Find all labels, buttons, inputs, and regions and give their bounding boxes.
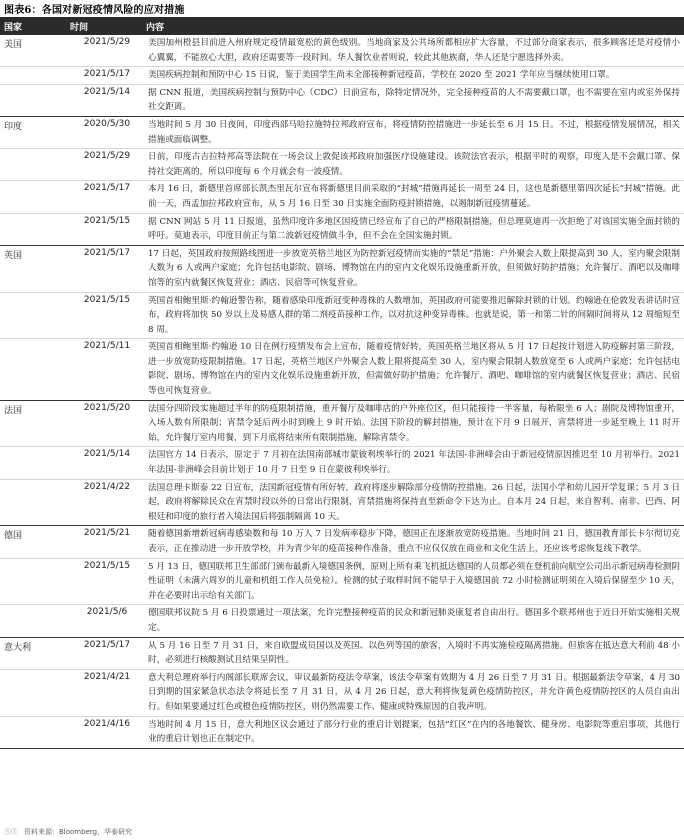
table-row xyxy=(0,479,684,526)
content-cell: 从 5 月 16 日至 7 月 31 日，来自欧盟成员国以及英国、以色列等国的旅客，入境时不再实施检疫隔离措施。但旅客在抵达意大利前 48 小时，必须进行核酸测试且结果呈阴性。 xyxy=(148,640,680,666)
content-cell: 本月 16 日，新德里首席部长凯杰里瓦尔宣布将新德里目前采取的“封城”措施再延长一周至 24 日，这也是新德里第四次延长“封城”措施。此前一天，西孟加拉邦政府宣布，从 5 月 16 日至 30 日实施全面防疫封锁措施，以遏制新冠疫情蔓延。 xyxy=(148,184,680,209)
country-cell xyxy=(0,605,68,636)
date-cell: 2021/5/14 xyxy=(83,449,131,460)
date-cell: 2021/5/20 xyxy=(83,402,131,413)
country-cell: 德国 xyxy=(4,531,23,542)
table-row xyxy=(0,604,684,636)
country-cell: 印度 xyxy=(4,121,23,132)
source-text: 资料来源：Bloomberg，华泰研究 xyxy=(24,828,133,836)
content-cell: 法国分四阶段实施超过半年的防疫限制措施，重开餐厅及咖啡店的户外座位区，但只能接待一半客量，每枱限坐 6 人；剧院及博物馆重开，入场人数有所限制；宵禁令延后两小时到晚上 9 时开始。法国下阶段的解封措施，预计在下月 9 日展开，宵禁将进一步延至晚上 11 时开始，允许餐厅室内用餐，到下月底将结束所有限制措施，解除宵禁令。 xyxy=(148,403,680,443)
table-row xyxy=(0,669,684,716)
measures-table xyxy=(0,35,684,749)
table-row xyxy=(0,35,684,66)
content-cell: 17 日起，英国政府按照路线图进一步放宽英格兰地区为防控新冠疫情而实施的“禁足”措施：户外聚会人数上限提高到 30 人，室内聚会限制人数为 6 人或两户家庭；允许包括电影院、剧场、博物馆在内的室内文化娱乐设施重新开放，但须做好防护措施；允许餐厅、酒吧以及咖啡馆等的室内就餐区恢复营业；酒店、民宿等可恢复营业。 xyxy=(148,248,680,288)
content-cell: 当地时间 4 月 15 日，意大利地区议会通过了部分行业的重启计划提案，包括“红区”在内的各地餐饮、健身房、电影院等重启事项，其他行业的重启计划也正在制定中。 xyxy=(148,719,680,745)
content-cell: 美国疾病控制和预防中心 15 日说，鉴于美国学生尚未全部接种新冠疫苗，学校在 2020 至 2021 学年应当继续使用口罩。 xyxy=(148,70,615,81)
figure-title: 图表6：各国对新冠疫情风险的应对措施 xyxy=(4,5,185,16)
content-cell: 5 月 13 日，德国联邦卫生部部门颁布最新入境德国条例，原则上所有乘飞机抵达德国的人员都必须在登机前向航空公司出示新冠病毒检测阴性证明（未满六周岁的儿童和机组工作人员免检）。检测的拭子取样时间不能早于入境德国前 72 小时检测证明须在入境后保留至少 10 天，并在必要时出示给有关部门。 xyxy=(148,561,680,601)
table-row xyxy=(0,180,684,212)
country-cell xyxy=(0,181,68,212)
date-cell: 2021/5/29 xyxy=(83,151,131,162)
content-cell: 随着德国新增新冠病毒感染数和每 10 万人 7 日发病率稳步下降，德国正在逐渐放宽防疫措施。当地时间 21 日，德国教育部长卡尔彻切克表示，正在推动进一步开放学校，并为青少年的疫苗接种作准备，重点不应仅仅放在商业和文化生活上，还应该考虑恢复线下教学。 xyxy=(148,529,680,554)
content-cell: 日前，印度古吉拉特邦高等法院在一场会议上敦促该邦政府加强医疗设施建设。该院法官表示，根据平时的观察，印度人是不会戴口罩、保持社交距离的，所以印度每 6 个月就会有一波疫情。 xyxy=(148,152,680,177)
date-cell: 2021/5/11 xyxy=(83,341,131,352)
country-cell xyxy=(0,717,68,748)
content-cell: 法国官方 14 日表示，原定于 7 月初在法国南部城市蒙彼利埃举行的 2021 年法国-非洲峰会由于新冠疫情原因推迟至 10 月初举行。2021 年法国-非洲峰会目前计划于 10 月 7 日至 9 日在蒙彼利埃举行。 xyxy=(148,450,680,476)
country-cell xyxy=(0,670,68,716)
content-cell: 法国总理卡斯泰 22 日宣布，法国新冠疫情有所好转，政府将逐步解除部分疫情防控措施。26 日起，法国小学和幼儿园开学复课；5 月 3 日起，政府将解除民众在宵禁时段以外的日常出行限制，宵禁措施将保持直至新命令下达为止。自本月 24 日起，来自智利、南非、巴西、阿根廷和印度的旅行者入境法国后将强制隔离 10 天。 xyxy=(148,482,680,522)
table-row xyxy=(0,716,684,748)
country-group xyxy=(0,117,684,246)
date-cell: 2021/5/15 xyxy=(83,560,131,571)
content-cell: 美国加州橙县目前进入州府规定疫情最宽松的黄色级别。当地商家及公共场所都相应扩大容量，不过部分商家表示，很多顾客还是对疫情小心翼翼，不能放心大胆，政府还需要等一段时间。华人餐饮业者则说，较此其他族裔，华人还是宁愿选择外卖。 xyxy=(148,38,680,63)
header-date: 时间 xyxy=(70,23,89,33)
table-row xyxy=(0,292,684,339)
country-cell xyxy=(0,67,68,84)
source-note xyxy=(4,827,132,837)
country-cell: 意大利 xyxy=(4,642,32,653)
header-country: 国家 xyxy=(4,23,23,33)
content-cell: 意大利总理府举行内阁部长联席会议，审议最新防疫法令草案，该法令草案有效期为 4 月 26 日至 7 月 31 日。根据最新法令草案，4 月 30 日到期的国家紧急状态法令将延长至 7 月 31 日，从 4 月 26 日起，意大利将恢复黄色疫情防控区，并允许黄色疫情防控区的人员自由出行。但如果要通过红色或橙色疫情防控区，则仍然需要工作、健康或特殊原因的自我声明。 xyxy=(148,672,680,712)
date-cell: 2021/5/29 xyxy=(83,37,131,47)
content-cell: 英国首相鲍里斯·约翰逊警告称，随着感染印度新冠变种毒株的人数增加，英国政府可能要推迟解除封锁的计划。约翰逊在伦敦发表讲话时宣布，政府将加快 50 岁以上及易感人群的第二剂疫苗接种工作，以对抗这种变异毒株。也就是说，第一和第二针的间隔时间将从 12 周缩短至 8 周。 xyxy=(148,295,680,335)
country-cell xyxy=(0,214,68,245)
table-row xyxy=(0,246,684,292)
country-cell xyxy=(0,149,68,180)
country-cell: 英国 xyxy=(4,250,23,261)
table-row xyxy=(0,446,684,478)
country-cell xyxy=(0,447,68,478)
country-group xyxy=(0,638,684,749)
watermark-logo: ⓈⓉ xyxy=(4,828,18,836)
date-cell: 2021/5/6 xyxy=(86,607,128,618)
country-cell xyxy=(0,339,68,399)
date-cell: 2021/5/17 xyxy=(83,639,131,650)
country-cell: 法国 xyxy=(4,405,23,416)
table-row xyxy=(0,526,684,557)
content-cell: 据 CNN 网站 5 月 11 日报道，虽然印度许多地区因疫情已经宣布了自己的严格限制措施，但总理莫迪再一次拒绝了对该国实施全面封锁的呼吁。莫迪表示，印度目前正与第二波新冠疫情做斗争，但不会在全国实施封锁。 xyxy=(148,216,680,242)
date-cell: 2021/5/15 xyxy=(83,215,131,226)
table-row xyxy=(0,66,684,84)
content-cell: 据 CNN 报道，美国疾病控制与预防中心（CDC）日前宣布，除特定情况外，完全接种疫苗的人不需要戴口罩，也不需要在室内或室外保持社交距离。 xyxy=(148,87,680,113)
date-cell: 2020/5/30 xyxy=(83,118,131,129)
date-cell: 2021/5/15 xyxy=(83,294,131,305)
date-cell: 2021/5/17 xyxy=(83,247,131,258)
content-cell: 英国首相鲍里斯·约翰逊 10 日在例行疫情发布会上宣布，随着疫情好转，英国英格兰地区将从 5 月 17 日起按计划进入防疫解封第三阶段，进一步放宽防疫限制措施。17 日起，英格兰地区户外聚会人数上限将提高至 30 人，室内聚会限制人数放宽至 6 人或两户家庭；允许包括电影院、剧场、博物馆在内的室内文化娱乐设施重新开放，但需做好防护措施；允许餐厅、酒吧、咖啡馆的室内就餐区恢复营业；酒店、民宿等也可恢复营业。 xyxy=(148,342,680,397)
country-cell xyxy=(0,293,68,339)
date-cell: 2021/4/16 xyxy=(83,718,131,729)
country-group xyxy=(0,35,684,117)
table-row xyxy=(0,84,684,116)
table-row xyxy=(0,148,684,180)
date-cell: 2021/4/22 xyxy=(83,481,131,492)
table-row xyxy=(0,638,684,669)
date-cell: 2021/5/14 xyxy=(83,86,131,97)
country-cell: 美国 xyxy=(4,40,23,50)
table-row xyxy=(0,117,684,148)
country-cell xyxy=(0,85,68,116)
date-cell: 2021/4/21 xyxy=(83,671,131,682)
country-group xyxy=(0,401,684,527)
country-cell xyxy=(0,559,68,605)
table-row xyxy=(0,213,684,245)
date-cell: 2021/5/17 xyxy=(83,69,131,80)
table-row xyxy=(0,401,684,447)
content-cell: 当地时间 5 月 30 日夜间，印度西部马哈拉施特拉邦政府宣布，将疫情防控措施进一步延长至 6 月 15 日。不过，根据疫情发展情况，相关措施或面临调整。 xyxy=(148,119,680,145)
date-cell: 2021/5/17 xyxy=(83,183,131,194)
table-row xyxy=(0,558,684,605)
table-row xyxy=(0,338,684,399)
content-cell: 德国联邦议院 5 月 6 日投票通过一项法案，允许完整接种疫苗的民众和新冠肺炎康复者自由出行。德国多个联邦州也于近日开始实施相关规定。 xyxy=(148,608,680,633)
header-content: 内容 xyxy=(146,23,165,33)
country-group xyxy=(0,526,684,637)
table-header xyxy=(0,17,684,35)
date-cell: 2021/5/21 xyxy=(83,528,131,539)
country-group xyxy=(0,246,684,401)
country-cell xyxy=(0,480,68,526)
